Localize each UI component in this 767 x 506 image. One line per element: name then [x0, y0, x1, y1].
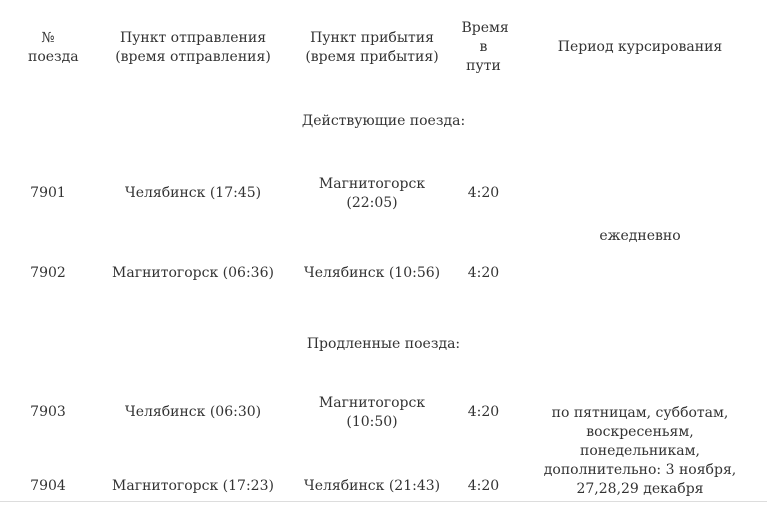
train-number: 7903 [30, 404, 66, 421]
train-travel-time: 4:20 [467, 477, 500, 494]
train-number: 7904 [30, 477, 66, 494]
train-departure: Магнитогорск (17:23) [112, 477, 274, 494]
train-arrival [290, 157, 454, 231]
header-period: Период курсирования [557, 39, 723, 56]
table-bottom-divider [0, 501, 767, 502]
train-departure: Челябинск (06:30) [124, 404, 262, 421]
section-title-active: Действующие поезда: [301, 113, 466, 130]
train-arrival: Челябинск (10:56) [303, 264, 441, 281]
section-period-active: ежедневно [599, 227, 681, 244]
section-period-extended-label: по пятницам, субботам, воскресеньям, понедельникам, дополнительно: 3 ноября, 27,28,29 декабря [543, 404, 737, 497]
section-title-row [0, 95, 767, 156]
train-departure: Челябинск (17:45) [124, 185, 262, 202]
train-travel-time: 4:20 [467, 185, 500, 202]
train-travel-time: 4:20 [467, 404, 500, 421]
train-departure: Магнитогорск (06:36) [112, 264, 274, 281]
train-arrival-label: Магнитогорск (22:05) [318, 175, 426, 211]
section-title-extended: Продленные поезда: [306, 335, 461, 352]
header-train-number-label: № поезда [28, 29, 79, 65]
header-travel-time [454, 0, 513, 95]
header-departure [96, 0, 290, 95]
header-train-number [0, 0, 96, 95]
train-number: 7901 [30, 185, 66, 202]
header-travel-time-label: Время в пути [461, 20, 509, 75]
table-row [0, 157, 767, 231]
train-arrival-label: Магнитогорск (10:50) [318, 394, 426, 430]
train-arrival: Челябинск (21:43) [303, 477, 441, 494]
table-row [0, 377, 767, 449]
train-arrival [290, 377, 454, 449]
section-period-extended [513, 377, 767, 506]
header-arrival [290, 0, 454, 95]
train-travel-time: 4:20 [467, 264, 500, 281]
header-departure-label: Пункт отправления (время отправления) [115, 29, 271, 65]
header-arrival-label: Пункт прибытия (время прибытия) [305, 29, 439, 65]
table-header-row [0, 0, 767, 95]
section-title-row [0, 315, 767, 376]
train-number: 7902 [30, 264, 66, 281]
